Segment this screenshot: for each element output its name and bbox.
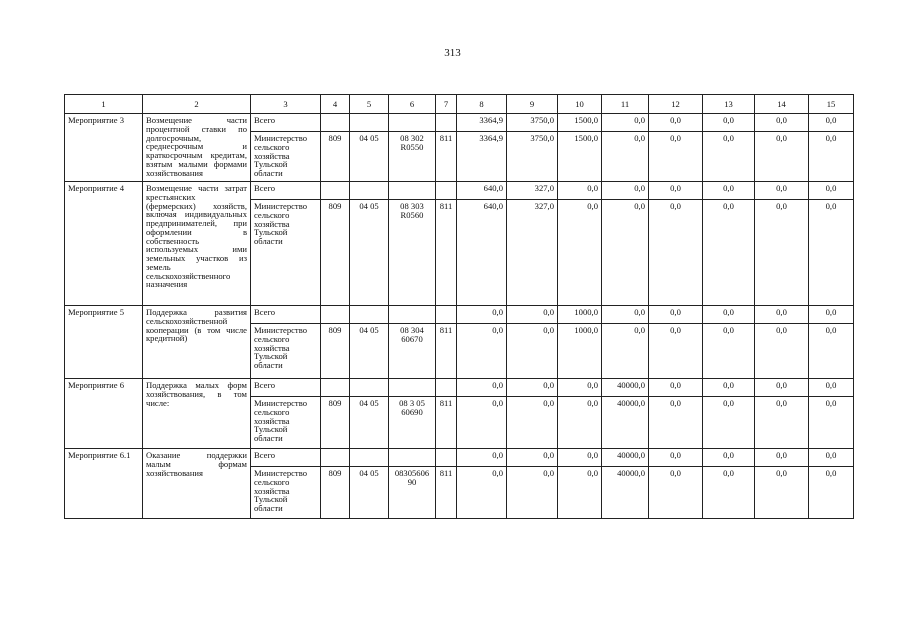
total-value-cell: 0,0 <box>457 306 507 324</box>
detail-value-cell: 0,0 <box>809 132 854 182</box>
total-value-cell: 640,0 <box>457 182 507 200</box>
total-value-cell: 3364,9 <box>457 114 507 132</box>
detail-value-cell: 04 05 <box>350 132 389 182</box>
measure-name: Мероприятие 4 <box>65 182 143 306</box>
total-value-cell <box>321 306 350 324</box>
detail-value-cell: 809 <box>321 200 350 306</box>
detail-value-cell: 1500,0 <box>558 132 602 182</box>
measure-name: Мероприятие 6 <box>65 379 143 449</box>
detail-value-cell: 0,0 <box>507 467 558 519</box>
detail-value-cell: 0,0 <box>649 397 703 449</box>
total-value-cell: 0,0 <box>755 306 809 324</box>
total-value-cell <box>389 182 436 200</box>
total-value-cell <box>436 449 457 467</box>
detail-value-cell: 0,0 <box>703 132 755 182</box>
total-value-cell: 0,0 <box>649 449 703 467</box>
detail-value-cell: 809 <box>321 324 350 379</box>
measure-total-row <box>65 449 854 467</box>
header-cell: 2 <box>143 95 251 114</box>
header-cell: 6 <box>389 95 436 114</box>
detail-value-cell: 0,0 <box>755 397 809 449</box>
header-cell: 15 <box>809 95 854 114</box>
total-value-cell: 0,0 <box>649 379 703 397</box>
detail-value-cell: 809 <box>321 132 350 182</box>
total-value-cell: 0,0 <box>703 449 755 467</box>
total-value-cell: 1000,0 <box>558 306 602 324</box>
total-value-cell: 0,0 <box>755 114 809 132</box>
total-value-cell: 0,0 <box>558 449 602 467</box>
total-value-cell <box>350 449 389 467</box>
header-cell: 3 <box>251 95 321 114</box>
total-value-cell: 0,0 <box>755 379 809 397</box>
total-value-cell: 1500,0 <box>558 114 602 132</box>
detail-value-cell: 08 303 R0560 <box>389 200 436 306</box>
total-value-cell: 0,0 <box>703 114 755 132</box>
measure-total-row <box>65 114 854 132</box>
detail-value-cell: 1000,0 <box>558 324 602 379</box>
total-value-cell <box>350 306 389 324</box>
total-value-cell: 0,0 <box>457 449 507 467</box>
total-value-cell: 0,0 <box>755 182 809 200</box>
detail-value-cell: 08 302 R0550 <box>389 132 436 182</box>
detail-value-cell: 0,0 <box>457 324 507 379</box>
header-cell: 5 <box>350 95 389 114</box>
total-value-cell: 0,0 <box>507 449 558 467</box>
total-value-cell: 0,0 <box>809 449 854 467</box>
detail-value-cell: 08305606 90 <box>389 467 436 519</box>
detail-value-cell: 0,0 <box>755 132 809 182</box>
detail-value-cell: 811 <box>436 397 457 449</box>
total-value-cell: 0,0 <box>457 379 507 397</box>
total-value-cell: 40000,0 <box>602 449 649 467</box>
total-value-cell: 0,0 <box>703 182 755 200</box>
total-value-cell: 0,0 <box>809 379 854 397</box>
measure-description: Поддержка малых форм хозяйствования, в том числе: <box>143 379 251 449</box>
detail-value-cell: 809 <box>321 467 350 519</box>
header-cell: 10 <box>558 95 602 114</box>
total-value-cell: 0,0 <box>755 449 809 467</box>
measure-description: Оказание поддержки малым формам хозяйствования <box>143 449 251 519</box>
total-value-cell <box>389 306 436 324</box>
total-value-cell <box>350 182 389 200</box>
measure-description: Поддержка развития сельскохозяйственной кооперации (в том числе кредитной) <box>143 306 251 379</box>
funding-source-ministry: Министерство сельского хозяйства Тульской области <box>251 397 321 449</box>
detail-value-cell: 0,0 <box>755 200 809 306</box>
funding-source-total: Всего <box>251 449 321 467</box>
header-cell: 8 <box>457 95 507 114</box>
total-value-cell: 0,0 <box>602 114 649 132</box>
program-table <box>64 94 854 519</box>
header-cell: 13 <box>703 95 755 114</box>
total-value-cell: 0,0 <box>809 306 854 324</box>
measure-name: Мероприятие 3 <box>65 114 143 182</box>
detail-value-cell: 0,0 <box>558 397 602 449</box>
header-cell: 11 <box>602 95 649 114</box>
measure-name: Мероприятие 5 <box>65 306 143 379</box>
funding-source-ministry: Министерство сельского хозяйства Тульской области <box>251 324 321 379</box>
total-value-cell: 0,0 <box>649 182 703 200</box>
total-value-cell: 3750,0 <box>507 114 558 132</box>
total-value-cell: 40000,0 <box>602 379 649 397</box>
detail-value-cell: 811 <box>436 132 457 182</box>
total-value-cell <box>321 449 350 467</box>
measure-total-row <box>65 182 854 200</box>
measure-total-row <box>65 306 854 324</box>
total-value-cell: 0,0 <box>558 182 602 200</box>
detail-value-cell: 0,0 <box>809 200 854 306</box>
detail-value-cell: 0,0 <box>703 324 755 379</box>
detail-value-cell: 327,0 <box>507 200 558 306</box>
detail-value-cell: 0,0 <box>809 324 854 379</box>
funding-source-ministry: Министерство сельского хозяйства Тульской области <box>251 200 321 306</box>
header-cell: 7 <box>436 95 457 114</box>
detail-value-cell: 811 <box>436 467 457 519</box>
total-value-cell: 0,0 <box>558 379 602 397</box>
detail-value-cell: 0,0 <box>457 397 507 449</box>
measure-total-row <box>65 379 854 397</box>
measure-description: Возмещение части затрат крестьянских (фермерских) хозяйств, включая индивидуальных предпринимателей, при оформлении в собственность используемых ими земельных участков из земель сельскохозяйственного назначения <box>143 182 251 306</box>
detail-value-cell: 809 <box>321 397 350 449</box>
funding-source-total: Всего <box>251 379 321 397</box>
detail-value-cell: 0,0 <box>703 200 755 306</box>
detail-value-cell: 640,0 <box>457 200 507 306</box>
detail-value-cell: 08 3 05 60690 <box>389 397 436 449</box>
detail-value-cell: 811 <box>436 200 457 306</box>
funding-source-total: Всего <box>251 306 321 324</box>
total-value-cell <box>389 114 436 132</box>
detail-value-cell: 04 05 <box>350 200 389 306</box>
detail-value-cell: 0,0 <box>809 397 854 449</box>
detail-value-cell: 04 05 <box>350 397 389 449</box>
total-value-cell: 0,0 <box>809 114 854 132</box>
detail-value-cell: 0,0 <box>755 467 809 519</box>
detail-value-cell: 0,0 <box>703 397 755 449</box>
detail-value-cell: 3364,9 <box>457 132 507 182</box>
total-value-cell <box>389 379 436 397</box>
detail-value-cell: 04 05 <box>350 324 389 379</box>
detail-value-cell: 0,0 <box>507 397 558 449</box>
total-value-cell: 0,0 <box>703 379 755 397</box>
total-value-cell <box>350 114 389 132</box>
detail-value-cell: 0,0 <box>602 132 649 182</box>
funding-source-ministry: Министерство сельского хозяйства Тульской области <box>251 132 321 182</box>
total-value-cell <box>436 114 457 132</box>
total-value-cell: 0,0 <box>507 306 558 324</box>
header-cell: 14 <box>755 95 809 114</box>
page-number: 313 <box>444 47 461 59</box>
funding-source-total: Всего <box>251 114 321 132</box>
detail-value-cell: 04 05 <box>350 467 389 519</box>
header-cell: 4 <box>321 95 350 114</box>
detail-value-cell: 0,0 <box>809 467 854 519</box>
total-value-cell <box>389 449 436 467</box>
total-value-cell: 0,0 <box>649 306 703 324</box>
total-value-cell <box>436 182 457 200</box>
detail-value-cell: 0,0 <box>602 200 649 306</box>
detail-value-cell: 0,0 <box>649 200 703 306</box>
detail-value-cell: 40000,0 <box>602 397 649 449</box>
total-value-cell <box>436 379 457 397</box>
total-value-cell <box>321 114 350 132</box>
header-cell: 9 <box>507 95 558 114</box>
total-value-cell: 0,0 <box>809 182 854 200</box>
total-value-cell <box>350 379 389 397</box>
total-value-cell <box>436 306 457 324</box>
total-value-cell: 0,0 <box>703 306 755 324</box>
header-row <box>65 95 854 114</box>
header-cell: 1 <box>65 95 143 114</box>
detail-value-cell: 08 304 60670 <box>389 324 436 379</box>
detail-value-cell: 0,0 <box>558 200 602 306</box>
total-value-cell <box>321 182 350 200</box>
funding-source-ministry: Министерство сельского хозяйства Тульской области <box>251 467 321 519</box>
total-value-cell: 0,0 <box>649 114 703 132</box>
detail-value-cell: 811 <box>436 324 457 379</box>
detail-value-cell: 0,0 <box>755 324 809 379</box>
funding-source-total: Всего <box>251 182 321 200</box>
detail-value-cell: 0,0 <box>649 132 703 182</box>
total-value-cell: 0,0 <box>507 379 558 397</box>
detail-value-cell: 0,0 <box>507 324 558 379</box>
detail-value-cell: 40000,0 <box>602 467 649 519</box>
total-value-cell: 0,0 <box>602 182 649 200</box>
header-cell: 12 <box>649 95 703 114</box>
detail-value-cell: 0,0 <box>602 324 649 379</box>
detail-value-cell: 0,0 <box>649 324 703 379</box>
detail-value-cell: 0,0 <box>703 467 755 519</box>
measure-name: Мероприятие 6.1 <box>65 449 143 519</box>
total-value-cell: 0,0 <box>602 306 649 324</box>
detail-value-cell: 3750,0 <box>507 132 558 182</box>
measure-description: Возмещение части процентной ставки по долгосрочным, среднесрочным и краткосрочным кредитам, взятым малыми формами хозяйствования <box>143 114 251 182</box>
detail-value-cell: 0,0 <box>558 467 602 519</box>
total-value-cell <box>321 379 350 397</box>
total-value-cell: 327,0 <box>507 182 558 200</box>
detail-value-cell: 0,0 <box>457 467 507 519</box>
detail-value-cell: 0,0 <box>649 467 703 519</box>
